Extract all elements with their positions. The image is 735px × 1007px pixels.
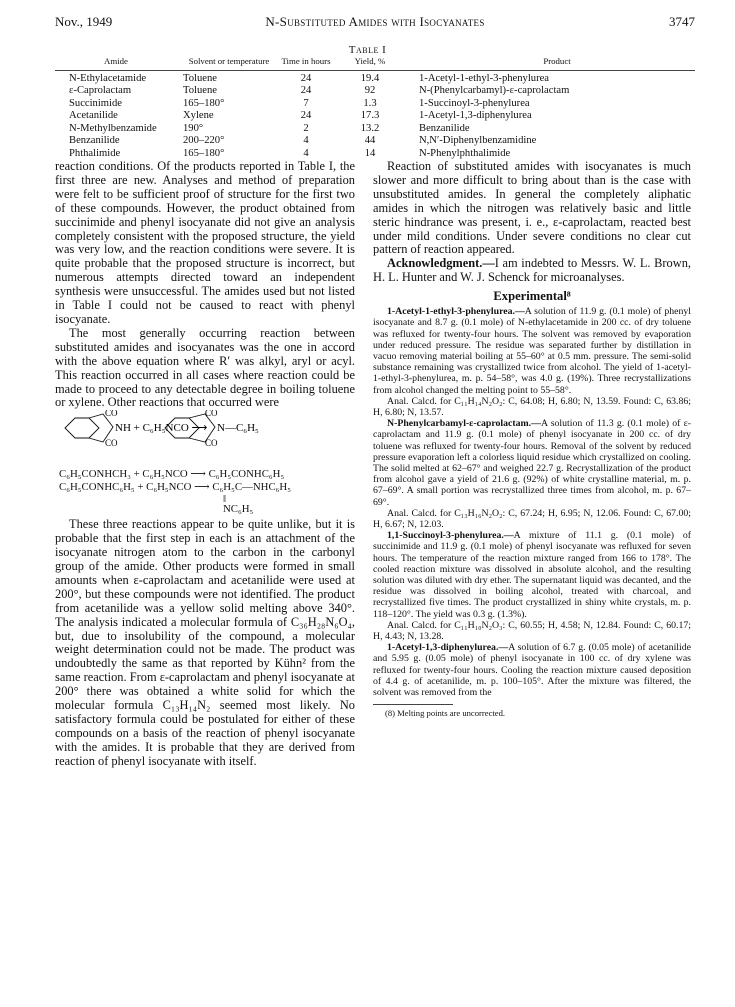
- exp-section-2: [373, 418, 691, 508]
- double-bond-mark: ‖: [223, 493, 227, 506]
- eq1-right-text: N—C₆H₅: [217, 422, 259, 435]
- col-header-product: Product: [403, 57, 695, 70]
- cell-amide: Benzanilide: [69, 135, 120, 147]
- cell-solvent: 165–180°: [183, 97, 225, 109]
- svg-text:CO: CO: [205, 438, 218, 449]
- cell-yield: 92: [364, 85, 376, 97]
- cell-time: 24: [300, 72, 312, 84]
- results-table: [55, 57, 695, 161]
- exp-section-1: [373, 306, 691, 396]
- cell-yield: 14: [364, 148, 376, 160]
- cell-time: 7: [303, 97, 309, 109]
- equation-3-substituent: NC₆H₅: [223, 503, 254, 516]
- cell-solvent: 200–220°: [183, 135, 225, 147]
- left-paragraph-2: The most generally occurring reaction between substituted amides and isocyanates was the one in accord with the above equation where R′ was alkyl, aryl or acyl. This reaction occurred in all cases where reaction could be made to proceed to any detectable degree in boiling toluene or xylene. Other reactions that occurred were: [55, 325, 355, 410]
- col-header-solvent: Solvent or temperature: [177, 57, 275, 70]
- cell-yield: 17.3: [360, 110, 380, 122]
- cell-product: 1-Acetyl-1,3-diphenylurea: [419, 110, 532, 122]
- col-header-yield: Yield, %: [337, 57, 403, 70]
- running-header: [55, 14, 695, 32]
- svg-text:CO: CO: [205, 410, 218, 419]
- cell-product: N,N′-Diphenylbenzamidine: [419, 135, 537, 147]
- acknowledgment-text: I am indebted to Messrs. W. L. Brown, H. L. Hunter and W. J. Schenck for microanalyses.: [373, 256, 691, 285]
- cell-time: 4: [303, 135, 309, 147]
- table-row: [55, 70, 695, 85]
- exp-3-analysis: Anal. Calcd. for C₁₁H₁₀N₂O₃: C, 60.55; H, 4.58; N, 12.84. Found: C, 60.17; H, 4.43; N, 13.28.: [373, 619, 691, 643]
- table-row: [55, 110, 695, 123]
- reaction-equations: [55, 410, 355, 514]
- table-row: [55, 123, 695, 136]
- header-title: N-Substituted Amides with Isocyanates: [265, 14, 485, 29]
- right-column: [373, 160, 691, 718]
- table-row: [55, 85, 695, 98]
- succinimide-reaction-structure: [55, 410, 355, 464]
- cell-amide: ε-Caprolactam: [69, 85, 132, 97]
- left-paragraph-3: These three reactions appear to be quite unlike, but it is probable that the first step in each is an attachment of the isocyanate nitrogen atom to the carbon in the carbonyl group of the amide. Other products were formed in small amounts when ε-caprolactam and acetanilide were used at 200°, but these compounds were not identified. The product from acetanilide was a yellow solid melting above 340°. The analysis indicated a molecular formula of C₃₆H₂₈N₆O₄, but, due to insolubility of the compound, a molecular weight determination could not be made. The product was undoubtedly the same as that reported by Kühn² from the same reaction. From ε-caprolactam and phenyl isocyanate at 200° there was obtained a white solid for which the molecular formula C₁₃H₁₄N₂ seemed most likely. No satisfactory formula could be postulated for either of these compounds on a basis of the reaction of phenyl isocyanate with the amides. It is probable that they are derived from reaction of phenyl isocyanate with itself.: [55, 517, 355, 768]
- footnote: (8) Melting points are uncorrected.: [385, 708, 506, 719]
- cell-amide: Succinimide: [69, 97, 122, 109]
- acknowledgment-heading: Acknowledgment.—: [387, 256, 495, 271]
- col-header-amide: Amide: [55, 57, 177, 70]
- exp-1-heading: 1-Acetyl-1-ethyl-3-phenylurea.—: [387, 306, 525, 318]
- col-header-time: Time in hours: [275, 57, 337, 70]
- cell-yield: 13.2: [360, 122, 380, 134]
- left-column: [55, 160, 355, 769]
- exp-section-3: [373, 530, 691, 620]
- cell-time: 24: [300, 110, 312, 122]
- cell-product: 1-Succinoyl-3-phenylurea: [419, 97, 530, 109]
- left-paragraph-1: reaction conditions. Of the products reported in Table I, the first three are new. Analyses and method of preparation were felt to be sufficient proof of structure for the first two of these compounds. However, the product obtained from succinimide and phenyl isocyanate did not give an analysis completely consistent with the proposed structure, the yield was very low, and the reaction conditions were severe. It is quite probable that the proposed structure is incorrect, but numerous attempts directed toward an independent synthesis were unsuccessful. The amides used but not listed in Table I could not be caused to react with phenyl isocyanate.: [55, 159, 355, 326]
- cell-yield: 44: [364, 135, 376, 147]
- cell-product: N-(Phenylcarbamyl)-ε-caprolactam: [419, 85, 570, 97]
- cell-solvent: 165–180°: [183, 148, 225, 160]
- cell-product: Benzanilide: [419, 122, 470, 134]
- exp-2-analysis: Anal. Calcd. for C₁₃H₁₆N₂O₂: C, 67.24; H, 6.95; N, 12.06. Found: C, 67.00; H, 6.67; N, 12.03.: [373, 507, 691, 531]
- page-number: 3747: [669, 14, 695, 29]
- acknowledgment: [373, 257, 691, 285]
- cell-amide: Phthalimide: [69, 148, 121, 160]
- exp-section-4: [373, 642, 691, 698]
- cell-amide: N-Methylbenzamide: [69, 122, 157, 134]
- exp-3-text: A mixture of 11.1 g. (0.1 mole) of succinimide and 11.9 g. (0.1 mole) of phenyl isocyanate was refluxed for seven hours. The temperature of the reaction mixture ranged from 166 to 178°. The cooled reaction mixture was dissolved in absolute alcohol, and the resulting solution was diluted with dry ether. The supernatant liquid was decanted, and the residue was dissolved in boiling alcohol, treated with charcoal, and recrystallized five times. The product crystallized in shiny white crystals, m. p. 118–120°. The yield was 0.3 g. (1.3%).: [373, 530, 691, 620]
- experimental-heading: Experimental⁸: [493, 289, 571, 304]
- cell-solvent: Toluene: [183, 72, 217, 84]
- table-row: [55, 98, 695, 111]
- table-header-row: [55, 57, 695, 70]
- cell-time: 4: [303, 148, 309, 160]
- exp-2-text: A solution of 11.3 g. (0.1 mole) of ε-caprolactam and 11.9 g. (0.1 mole) of phenyl isocyanate in 200 cc. of dry toluene was refluxed for twenty-four hours. Removal of the solvent by reduced pressure evaporation left a colorless liquid residue which crystallized on cooling. The solid melted at 62–67° and weighed 22.7 g. Recrystallization of the product from alcohol gave a yield of 21.6 g. (92%) of white crystalline material, m. p. 67–69°. A small portion was recrystallized three times from alcohol, m. p. 67–69°.: [373, 418, 691, 508]
- exp-2-heading: N-Phenylcarbamyl-ε-caprolactam.—: [387, 418, 541, 430]
- svg-text:CO: CO: [105, 410, 118, 419]
- eq1-left-text: NH + C₆H₅NCO ⟶: [115, 422, 208, 435]
- exp-4-heading: 1-Acetyl-1,3-diphenylurea.—: [387, 642, 509, 654]
- cell-product: N-Phenylphthalimide: [419, 148, 511, 160]
- cell-product: 1-Acetyl-1-ethyl-3-phenylurea: [419, 72, 550, 84]
- cell-solvent: Toluene: [183, 85, 217, 97]
- cell-yield: 1.3: [363, 97, 377, 109]
- equation-2: C₆H₅CONHCH₃ + C₆H₅NCO ⟶ C₆H₅CONHC₆H₅: [59, 468, 285, 481]
- exp-1-text: A solution of 11.9 g. (0.1 mole) of phenyl isocyanate and 8.7 g. (0.1 mole) of N-ethylacetamide in 200 cc. of dry toluene was refluxed for twenty-four hours. The solvent was removed by evaporation under reduced pressure. The residue was separated further by distillation in vacuo removing material boiling at 55–60° at 0.5 mm. pressure. The semi-solid substance remaining was crystallized twice from alcohol. The yield of 1-acetyl-1-ethyl-3-phenylurea, m. p. 54–58°, was 4.0 g. (19%). Three recrystallizations from alcohol changed the melting point to 55–58°.: [373, 306, 691, 396]
- table-row: [55, 135, 695, 148]
- header-date: Nov., 1949: [55, 14, 113, 29]
- cell-solvent: Xylene: [183, 110, 214, 122]
- exp-3-heading: 1,1-Succinoyl-3-phenylurea.—: [387, 530, 514, 542]
- cell-solvent: 190°: [183, 122, 204, 134]
- cell-time: 24: [300, 85, 312, 97]
- exp-1-analysis: Anal. Calcd. for C₁₁H₁₄N₂O₂: C, 64.08; H, 6.80; N, 13.59. Found: C, 63.86; H, 6.80; N, 13.57.: [373, 395, 691, 418]
- svg-text:CO: CO: [105, 438, 118, 449]
- exp-4-text: A solution of 6.7 g. (0.05 mole) of acetanilide and 5.95 g. (0.05 mole) of phenyl isocyanate in 100 cc. of dry xylene was refluxed for twenty-four hours. Cooling the reaction mixture caused deposition of 4.4 g. of acetanilide, m. p. 100–105°. After the mixture was filtered, the solvent was removed from the: [373, 642, 691, 699]
- cell-yield: 19.4: [360, 72, 380, 84]
- equation-3-sub: [55, 494, 355, 514]
- table-caption: Table I: [348, 44, 387, 56]
- cell-amide: N-Ethylacetamide: [69, 72, 147, 84]
- cell-time: 2: [303, 122, 309, 134]
- cell-amide: Acetanilide: [69, 110, 118, 122]
- equation-3: C₆H₅CONHC₆H₅ + C₆H₅NCO ⟶ C₆H₅C—NHC₆H₅: [59, 481, 291, 494]
- right-paragraph-1: Reaction of substituted amides with isocyanates is much slower and more difficult to bring about than is the case with unsubstituted amides. In general the completely aliphatic amides in which the nitrogen was relatively basic and little steric hindrance was present, i. e., ε-caprolactam, reacted best under mild conditions. Under severe conditions no clear cut pattern of reaction appeared.: [373, 159, 691, 257]
